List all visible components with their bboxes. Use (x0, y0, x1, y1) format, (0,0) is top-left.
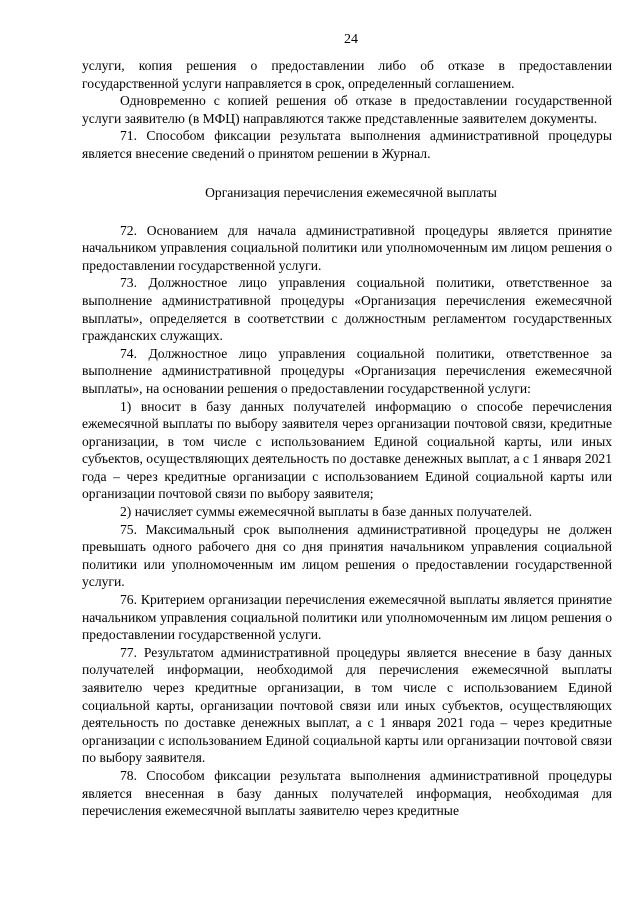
paragraph-73: 73. Должностное лицо управления социальной политики, ответственное за выполнение административной процедуры «Организация перечисления ежемесячной выплаты», определяется в соответствии с должностным регламентом государственных гражданских служащих. (82, 275, 612, 344)
page-number: 24 (344, 32, 358, 47)
paragraph-72: 72. Основанием для начала административной процедуры является принятие начальником управления социальной политики или уполномоченным им лицом решения о предоставлении государственной услуги. (82, 222, 612, 273)
paragraph-documents-return: Одновременно с копией решения об отказе в предоставлении государственной услуги заявителю (в МФЦ) направляются также представленные заявителем документы. (82, 93, 612, 126)
paragraph-74-item-2: 2) начисляет суммы ежемесячной выплаты в базе данных получателей. (120, 504, 532, 520)
paragraph-74: 74. Должностное лицо управления социальной политики, ответственное за выполнение административной процедуры «Организация перечисления ежемесячной выплаты», на основании решения о предоставлении государственной услуги: (82, 345, 612, 396)
paragraph-74-item-1: 1) вносит в базу данных получателей информацию о способе перечисления ежемесячной выплаты по выбору заявителя через организации почтовой связи, кредитные организации, в том числе с использованием Единой социальной карты, или иных субъектов, осуществляющих деятельность по доставке денежных выплат, а с 1 января 2021 года – через кредитные организации с использованием Единой социальной карты или организации почтовой связи по выбору заявителя; (82, 398, 612, 502)
paragraph-71: 71. Способом фиксации результата выполнения административной процедуры является внесение сведений о принятом решении в Журнал. (82, 128, 612, 161)
paragraph-77: 77. Результатом административной процедуры является внесение в базу данных получателей информации, необходимой для перечисления ежемесячной выплаты заявителю через кредитные организации, в том числе с использованием Единой социальной карты, организации почтовой связи или иных субъектов, осуществляющих деятельность по доставке денежных выплат, а с 1 января 2021 года – через кредитные организации с использованием Единой социальной карты или организации почтовой связи по выбору заявителя. (82, 644, 612, 766)
paragraph-75: 75. Максимальный срок выполнения административной процедуры не должен превышать одного рабочего дня со дня принятия начальником управления социальной политики или уполномоченным им лицом решения о предоставлении государственной услуги. (82, 521, 612, 590)
paragraph-76: 76. Критерием организации перечисления ежемесячной выплаты является принятие начальником управления социальной политики или уполномоченным им лицом решения о предоставлении государственной услуги. (82, 592, 612, 643)
paragraph-78: 78. Способом фиксации результата выполнения административной процедуры является внесенная в базу данных получателей информация, необходимая для перечисления ежемесячной выплаты заявителю через кредитные (82, 767, 612, 819)
paragraph-continuation: услуги, копия решения о предоставлении либо об отказе в предоставлении государственной услуги направляется в срок, определенный соглашением. (82, 58, 612, 91)
section-heading: Организация перечисления ежемесячной выплаты (205, 184, 497, 200)
